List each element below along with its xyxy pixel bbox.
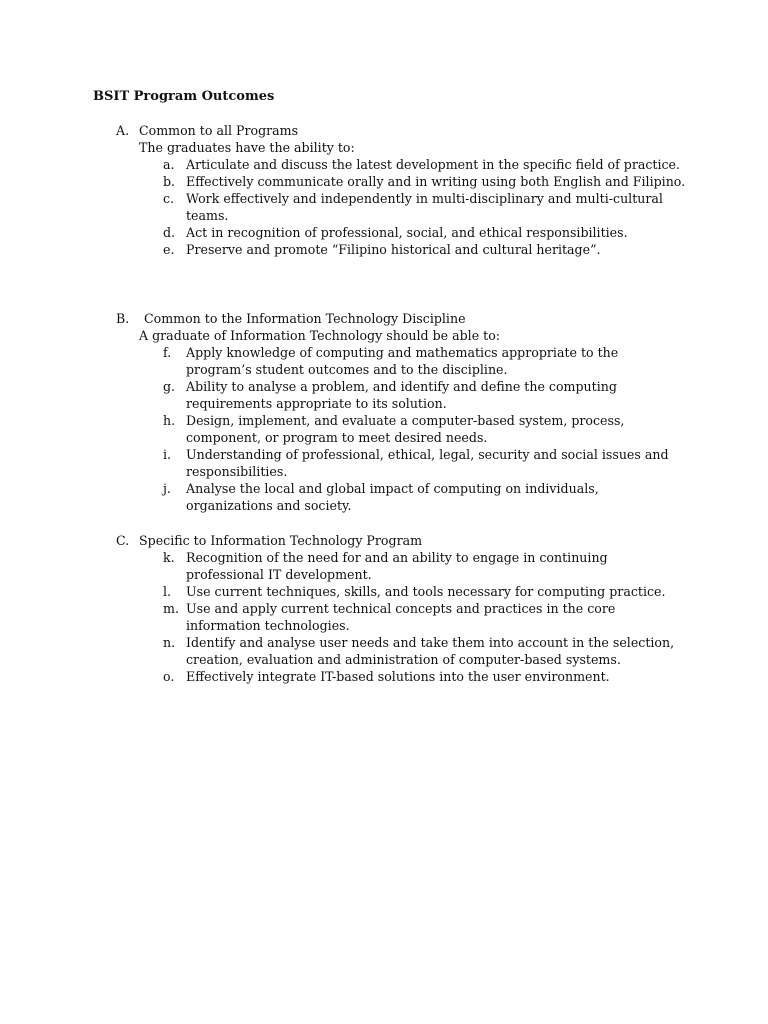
- item-text: Use current techniques, skills, and tools necessary for computing practice.: [186, 584, 666, 599]
- item-text: Apply knowledge of computing and mathematics appropriate to the program’s student outcomes and to the discipline.: [186, 345, 619, 377]
- item-text: Recognition of the need for and an ability to engage in continuing professional IT development.: [186, 550, 608, 582]
- list-item: [116, 446, 686, 480]
- item-letter: l.: [163, 584, 172, 599]
- list-item: [116, 190, 686, 224]
- item-text: Articulate and discuss the latest development in the specific field of practice.: [186, 157, 680, 172]
- item-letter: k.: [163, 550, 175, 565]
- list-item: [116, 600, 686, 634]
- section-letter: B.: [116, 311, 130, 326]
- section-it-program: [116, 532, 716, 685]
- section-letter: C.: [116, 533, 130, 548]
- item-letter: f.: [163, 345, 172, 360]
- list-item: [116, 241, 686, 258]
- item-letter: a.: [163, 157, 175, 172]
- list-item: [116, 344, 686, 378]
- section-heading: [116, 310, 716, 327]
- item-text: Design, implement, and evaluate a computer-based system, process, component, or program to meet desired needs.: [186, 413, 625, 445]
- item-text: Act in recognition of professional, social, and ethical responsibilities.: [186, 225, 628, 240]
- item-text: Preserve and promote “Filipino historical and cultural heritage”.: [186, 242, 601, 257]
- item-letter: m.: [163, 601, 179, 616]
- section-letter: A.: [116, 123, 130, 138]
- item-text: Work effectively and independently in multi-disciplinary and multi-cultural teams.: [186, 191, 663, 223]
- item-letter: n.: [163, 635, 176, 650]
- section-heading: [116, 532, 716, 549]
- section-common-to-all-programs: [116, 122, 716, 258]
- item-letter: i.: [163, 447, 172, 462]
- item-letter: g.: [163, 379, 176, 394]
- item-letter: c.: [163, 191, 175, 206]
- section-title: Common to the Information Technology Discipline: [144, 311, 466, 326]
- list-item: [116, 668, 686, 685]
- item-text: Effectively communicate orally and in writing using both English and Filipino.: [186, 174, 686, 189]
- document-title: BSIT Program Outcomes: [93, 89, 275, 104]
- section-heading: [116, 122, 716, 139]
- item-text: Effectively integrate IT-based solutions into the user environment.: [186, 669, 610, 684]
- outcome-list: [116, 549, 716, 685]
- item-letter: h.: [163, 413, 176, 428]
- list-item: [116, 634, 686, 668]
- list-item: [116, 412, 686, 446]
- outcome-list: [116, 156, 716, 258]
- outcome-list: [116, 344, 716, 514]
- item-text: Ability to analyse a problem, and identify and define the computing requirements appropriate to its solution.: [186, 379, 617, 411]
- list-item: [116, 583, 686, 600]
- item-text: Use and apply current technical concepts and practices in the core information technologies.: [186, 601, 616, 633]
- list-item: [116, 378, 686, 412]
- item-text: Identify and analyse user needs and take them into account in the selection, creation, evaluation and administration of computer-based systems.: [186, 635, 675, 667]
- list-item: [116, 549, 686, 583]
- section-intro: A graduate of Information Technology should be able to:: [139, 328, 501, 343]
- item-letter: e.: [163, 242, 175, 257]
- item-text: Understanding of professional, ethical, legal, security and social issues and responsibilities.: [186, 447, 669, 479]
- item-letter: d.: [163, 225, 176, 240]
- item-text: Analyse the local and global impact of computing on individuals, organizations and society.: [186, 481, 599, 513]
- section-it-discipline: [116, 310, 716, 514]
- list-item: [116, 156, 686, 173]
- section-title: Common to all Programs: [139, 123, 299, 138]
- list-item: [116, 224, 686, 241]
- item-letter: b.: [163, 174, 176, 189]
- list-item: [116, 173, 686, 190]
- section-title: Specific to Information Technology Program: [139, 533, 423, 548]
- section-intro: The graduates have the ability to:: [139, 140, 355, 155]
- item-letter: o.: [163, 669, 175, 684]
- item-letter: j.: [163, 481, 171, 496]
- list-item: [116, 480, 686, 514]
